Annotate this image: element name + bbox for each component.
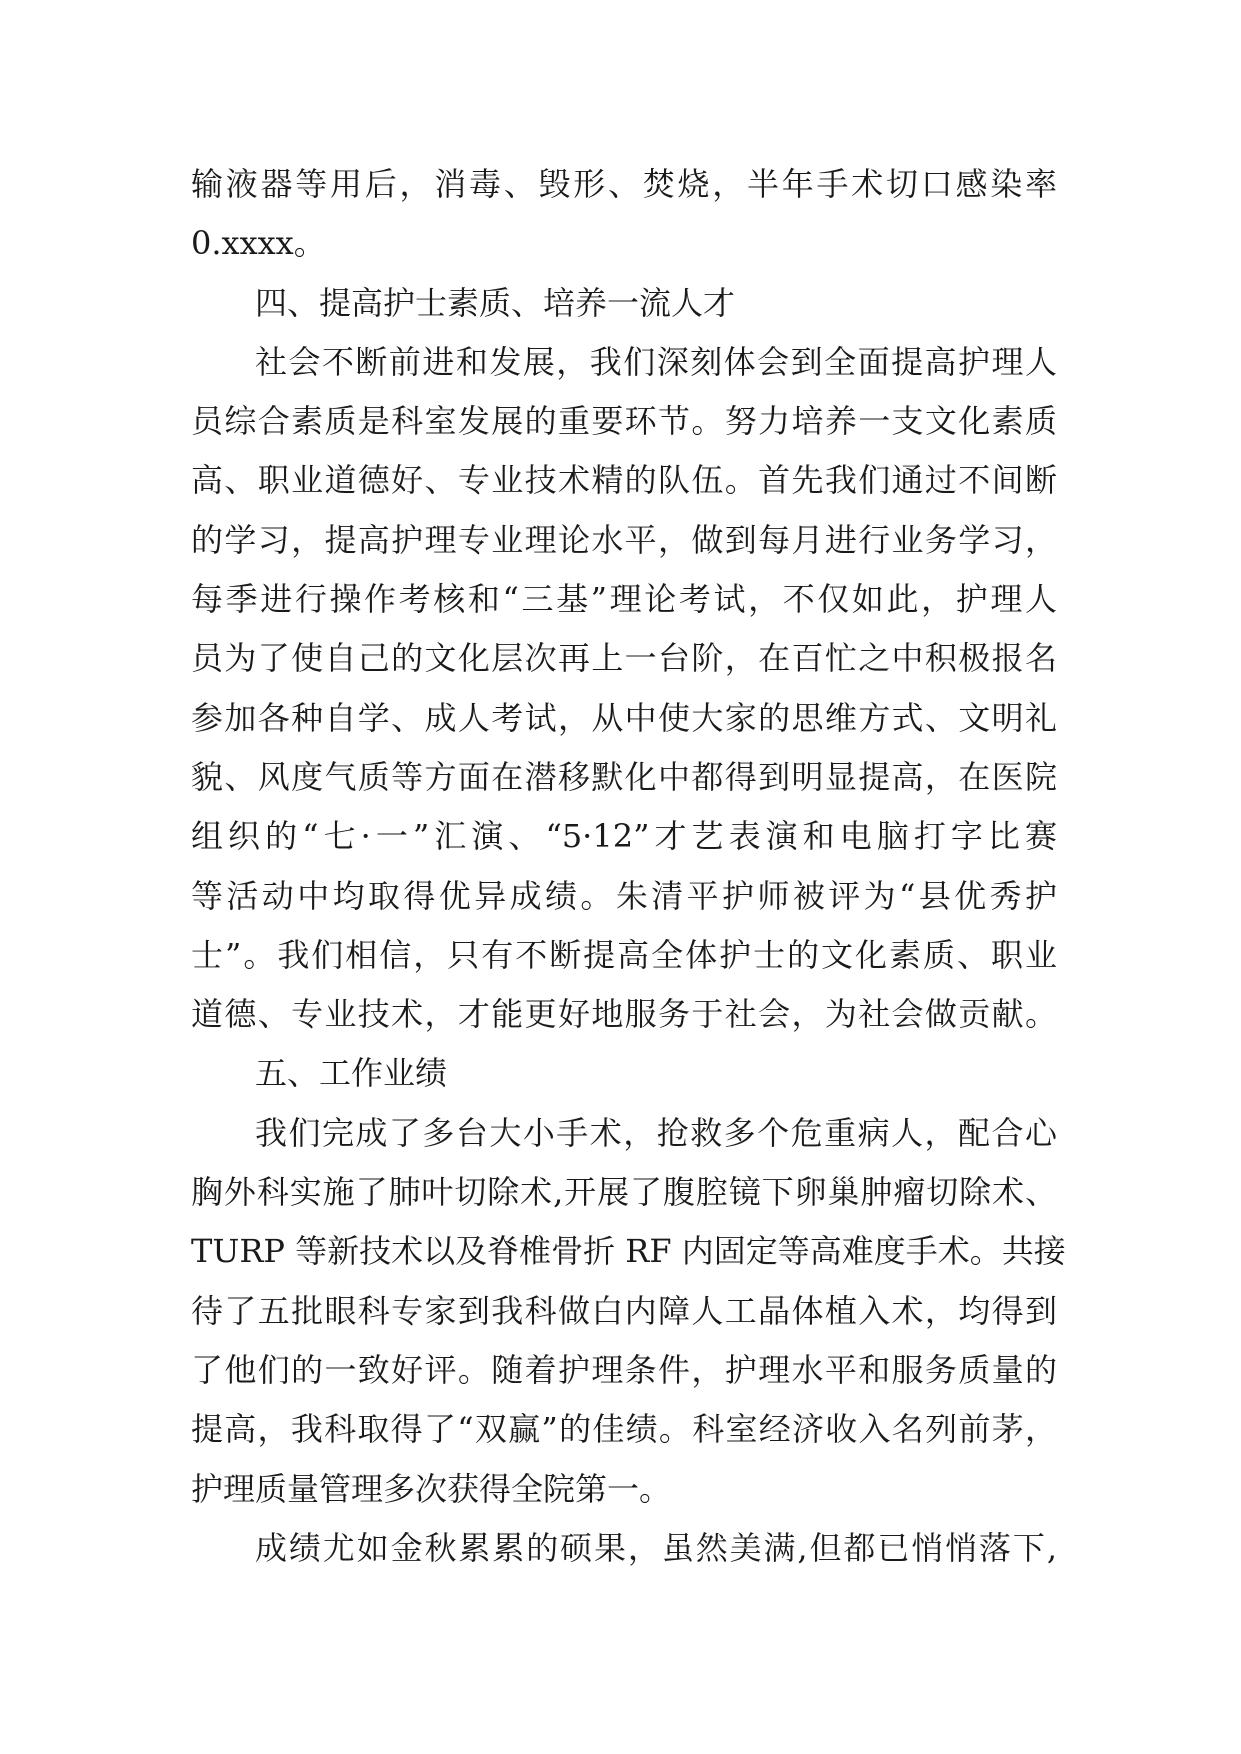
paragraph-line: 成绩尤如金秋累累的硕果，虽然美满,但都已悄悄落下,: [255, 1528, 1057, 1567]
section-heading: 四、提高护士素质、培养一流人才: [255, 283, 736, 322]
paragraph-line: 输液器等用后，消毒、毁形、焚烧，半年手术切口感染率: [191, 165, 1057, 203]
paragraph-line: 高、职业道德好、专业技术精的队伍。首先我们通过不间断: [191, 461, 1057, 500]
paragraph-line: 提高，我科取得了“双赢”的佳绩。科室经济收入名列前茅，: [191, 1410, 1057, 1449]
paragraph-line: 组织的“七·一”汇演、“5·12”才艺表演和电脑打字比赛: [191, 817, 1057, 856]
document-body: [191, 155, 1066, 1578]
paragraph-line: TURP 等新技术以及脊椎骨折 RF 内固定等高难度手术。共接: [191, 1232, 1066, 1271]
paragraph-line: 员综合素质是科室发展的重要环节。努力培养一支文化素质: [191, 402, 1057, 441]
paragraph-line: 护理质量管理多次获得全院第一。: [191, 1469, 672, 1508]
paragraph-line: 的学习，提高护理专业理论水平，做到每月进行业务学习，: [191, 520, 1057, 559]
paragraph-line: 待了五批眼科专家到我科做白内障人工晶体植入术，均得到: [191, 1291, 1057, 1330]
paragraph-line: 胸外科实施了肺叶切除术,开展了腹腔镜下卵巢肿瘤切除术、: [191, 1173, 1057, 1212]
paragraph-line: 0.xxxx。: [191, 224, 326, 263]
paragraph-line: 士”。我们相信，只有不断提高全体护士的文化素质、职业: [191, 935, 1057, 974]
paragraph-line: 每季进行操作考核和“三基”理论考试，不仅如此，护理人: [191, 580, 1057, 619]
section-heading: 五、工作业绩: [255, 1054, 448, 1093]
paragraph-line: 社会不断前进和发展，我们深刻体会到全面提高护理人: [255, 342, 1057, 381]
paragraph-line: 等活动中均取得优异成绩。朱清平护师被评为“县优秀护: [191, 876, 1057, 915]
paragraph-line: 了他们的一致好评。随着护理条件，护理水平和服务质量的: [191, 1350, 1057, 1389]
paragraph-line: 员为了使自己的文化层次再上一台阶，在百忙之中积极报名: [191, 639, 1057, 678]
paragraph-line: 道德、专业技术，才能更好地服务于社会，为社会做贡献。: [191, 995, 1057, 1034]
paragraph-line: 我们完成了多台大小手术，抢救多个危重病人，配合心: [255, 1113, 1057, 1152]
paragraph-line: 参加各种自学、成人考试，从中使大家的思维方式、文明礼: [191, 698, 1057, 737]
paragraph-line: 貌、风度气质等方面在潜移默化中都得到明显提高，在医院: [191, 757, 1057, 796]
